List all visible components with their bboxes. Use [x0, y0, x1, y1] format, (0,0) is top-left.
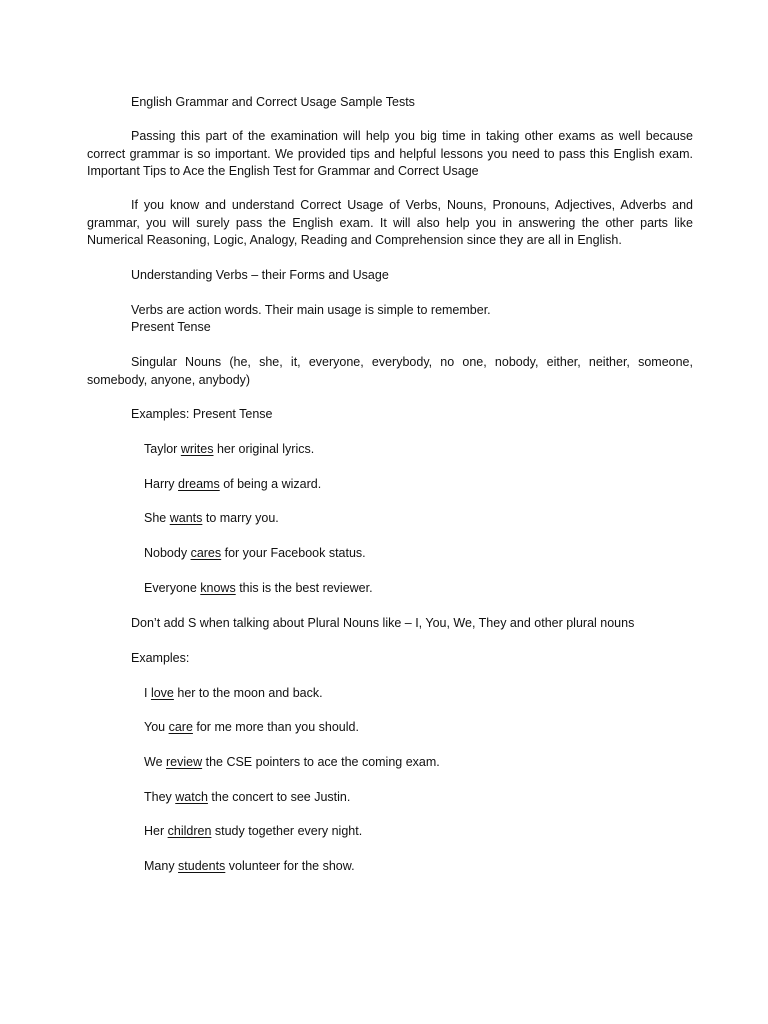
- example-line: [144, 823, 362, 840]
- example-verb: students: [178, 859, 226, 873]
- example-verb: dreams: [178, 477, 220, 491]
- present-tense-label: Present Tense: [131, 320, 211, 334]
- example-text: Her: [144, 824, 168, 838]
- verbs-intro: Verbs are action words. Their main usage is simple to remember.: [131, 303, 491, 317]
- example-text: her original lyrics.: [213, 442, 315, 456]
- example-text: Many: [144, 859, 179, 873]
- example-verb: writes: [180, 442, 214, 456]
- example-text: this is the best reviewer.: [235, 581, 373, 595]
- example-line: [144, 858, 355, 875]
- example-verb: watch: [175, 790, 208, 804]
- verbs-heading: Understanding Verbs – their Forms and Usage: [131, 268, 389, 282]
- example-text: of being a wizard.: [219, 477, 322, 491]
- example-text: Harry: [144, 477, 179, 491]
- example-line: [144, 545, 366, 562]
- examples-present-heading: Examples: Present Tense: [131, 407, 273, 421]
- tips-paragraph: If you know and understand Correct Usage of Verbs, Nouns, Pronouns, Adjectives, Adverbs and grammar, you will surely pass the English exam. It will also help you in answering the other parts like Numerical Reasoning, Logic, Analogy, Reading and Comprehension since they are all in English.: [87, 198, 693, 247]
- example-line: [144, 441, 314, 458]
- example-verb: care: [168, 720, 193, 734]
- example-line: [144, 719, 359, 736]
- example-line: [144, 685, 323, 702]
- example-text: Nobody: [144, 546, 191, 560]
- example-verb: children: [167, 824, 212, 838]
- example-text: Taylor: [144, 442, 181, 456]
- example-verb: cares: [190, 546, 222, 560]
- example-text: for your Facebook status.: [221, 546, 366, 560]
- example-verb: wants: [169, 511, 203, 525]
- example-line: [144, 476, 321, 493]
- example-text: I: [144, 686, 151, 700]
- example-text: volunteer for the show.: [225, 859, 355, 873]
- example-text: Everyone: [144, 581, 201, 595]
- example-line: [144, 510, 279, 527]
- intro-paragraph: Passing this part of the examination will help you big time in taking other exams as well because correct grammar is so important. We provided tips and helpful lessons you need to pass this English exam.: [87, 129, 693, 161]
- examples-heading: Examples:: [131, 651, 190, 665]
- example-line: [144, 754, 440, 771]
- example-text: to marry you.: [202, 511, 279, 525]
- example-line: [144, 580, 373, 597]
- tips-heading: Important Tips to Ace the English Test for Grammar and Correct Usage: [87, 164, 479, 178]
- example-verb: knows: [200, 581, 236, 595]
- example-text: They: [144, 790, 176, 804]
- example-text: She: [144, 511, 170, 525]
- example-text: the concert to see Justin.: [207, 790, 351, 804]
- example-text: her to the moon and back.: [173, 686, 323, 700]
- example-verb: love: [150, 686, 174, 700]
- example-text: for me more than you should.: [192, 720, 359, 734]
- example-line: [144, 789, 350, 806]
- document-title: English Grammar and Correct Usage Sample Tests: [131, 95, 415, 109]
- intro-block: [87, 128, 693, 181]
- example-text: We: [144, 755, 166, 769]
- plural-rule: Don’t add S when talking about Plural Nouns like – I, You, We, They and other plural nouns: [131, 616, 635, 630]
- example-text: study together every night.: [211, 824, 363, 838]
- example-text: You: [144, 720, 169, 734]
- example-verb: review: [166, 755, 203, 769]
- example-text: the CSE pointers to ace the coming exam.: [202, 755, 440, 769]
- singular-nouns-paragraph: Singular Nouns (he, she, it, everyone, everybody, no one, nobody, either, neither, someone, somebody, anyone, anybody): [87, 355, 693, 387]
